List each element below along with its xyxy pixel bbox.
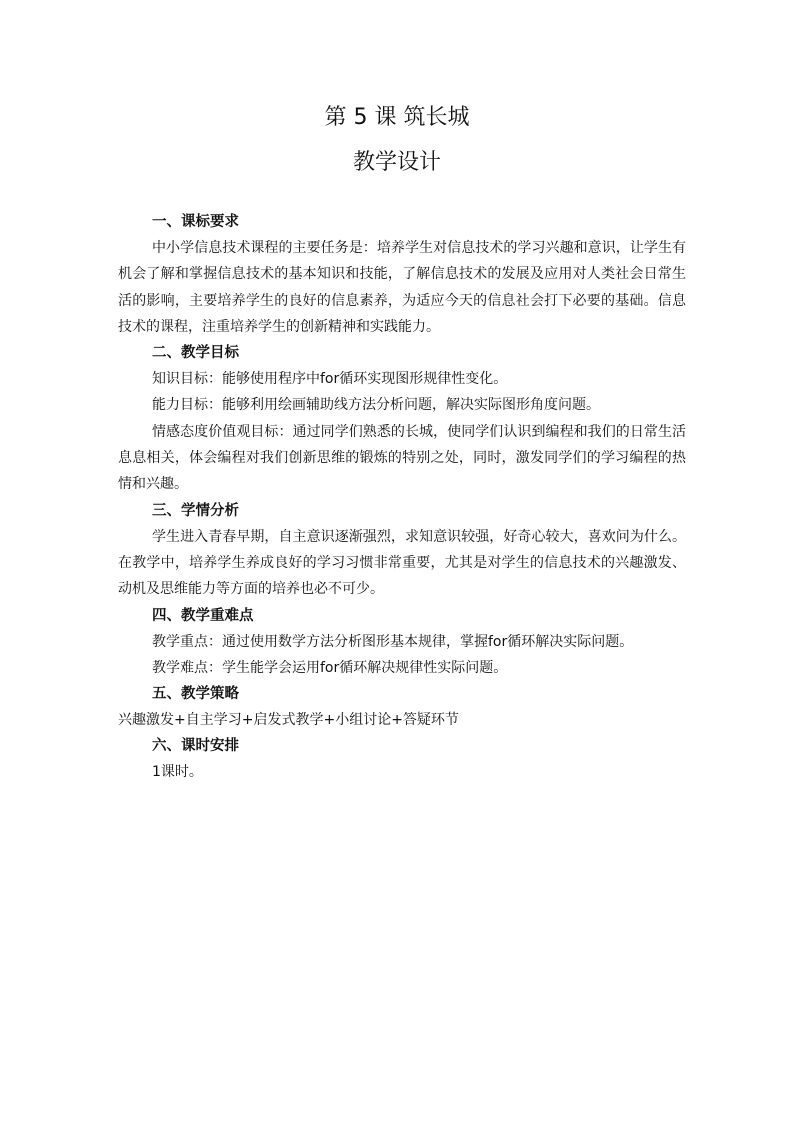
paragraph: 兴趣激发+自主学习+启发式教学+小组讨论+答疑环节 — [118, 712, 459, 729]
section-curriculum — [118, 209, 686, 340]
paragraph: 情感态度价值观目标：通过同学们熟悉的长城，使同学们认识到编程和我们的日常生活息息相关，体会编程对我们创新思维的锻炼的特别之处，同时，激发同学们的学习编程的热情和兴趣。 — [118, 423, 686, 493]
section-objectives — [118, 340, 686, 497]
paragraph: 能力目标：能够利用绘画辅助线方法分析问题，解决实际图形角度问题。 — [152, 397, 600, 414]
section-key-points — [118, 603, 686, 682]
section-heading: 一、课标要求 — [152, 214, 239, 230]
document-body — [118, 209, 686, 786]
section-schedule — [118, 733, 686, 785]
lesson-title: 第 5 课 筑长城 — [324, 105, 470, 130]
paragraph: 知识目标：能够使用程序中for循环实现图形规律性变化。 — [152, 371, 508, 388]
section-strategy — [118, 681, 686, 733]
paragraph: 学生进入青春早期，自主意识逐渐强烈，求知意识较强，好奇心较大，喜欢问为什么。在教学中，培养学生养成良好的学习习惯非常重要，尤其是对学生的信息技术的兴趣激发、动机及思维能力等方面的培养也必不可少。 — [118, 528, 686, 598]
section-student-analysis — [118, 498, 686, 603]
section-heading: 六、课时安排 — [152, 738, 239, 755]
paragraph: 教学重点：通过使用数学方法分析图形基本规律，掌握for循环解决实际问题。 — [152, 633, 634, 650]
section-heading: 五、教学策略 — [152, 686, 239, 703]
paragraph: 1课时。 — [152, 764, 203, 781]
section-heading: 三、学情分析 — [152, 502, 239, 519]
section-heading: 二、教学目标 — [152, 345, 239, 362]
section-heading: 四、教学重难点 — [152, 607, 254, 624]
document-subtitle: 教学设计 — [352, 150, 441, 175]
paragraph: 教学难点：学生能学会运用for循环解决规律性实际问题。 — [152, 659, 508, 676]
paragraph: 中小学信息技术课程的主要任务是：培养学生对信息技术的学习兴趣和意识，让学生有机会了解和掌握信息技术的基本知识和技能，了解信息技术的发展及应用对人类社会日常生活的影响，主要培养学生的良好的信息素养，为适应今天的信息社会打下必要的基础。信息技术的课程，注重培养学生的创新精神和实践能力。 — [118, 240, 686, 335]
